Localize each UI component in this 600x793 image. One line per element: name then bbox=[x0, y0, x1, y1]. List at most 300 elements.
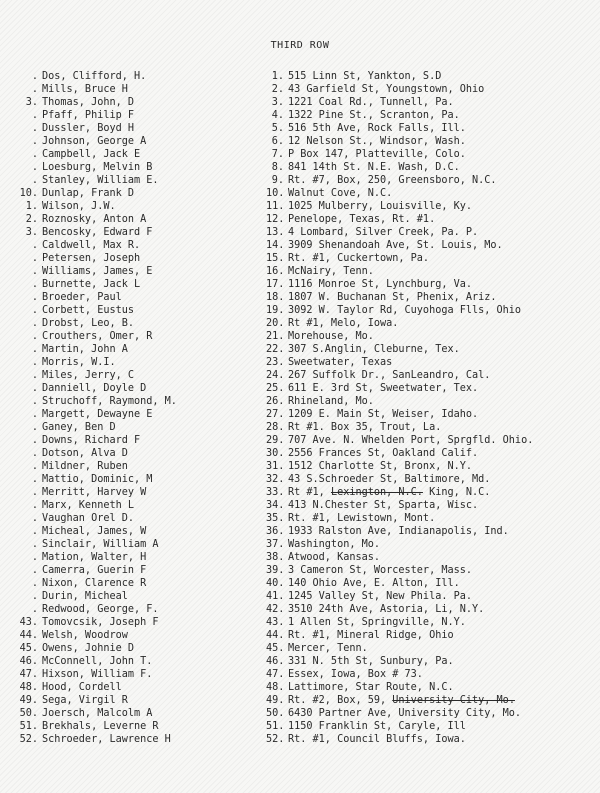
name-row bbox=[16, 525, 234, 538]
row-number: 44. bbox=[19, 630, 38, 641]
person-name: Mattio, Dominic, M bbox=[42, 474, 153, 485]
address-text: 1512 Charlotte St, Bronx, N.Y. bbox=[288, 461, 473, 472]
address-row bbox=[266, 707, 596, 720]
row-number: . bbox=[31, 175, 38, 186]
row-number: 49. bbox=[19, 695, 38, 706]
address-row bbox=[266, 564, 596, 577]
address-text: Atwood, Kansas. bbox=[288, 552, 381, 563]
row-number: 43. bbox=[266, 617, 285, 628]
address-row bbox=[266, 460, 596, 473]
row-number: . bbox=[31, 448, 38, 459]
address-text: 1933 Ralston Ave, Indianapolis, Ind. bbox=[288, 526, 509, 537]
person-name: Burnette, Jack L bbox=[42, 279, 141, 290]
row-number: 6. bbox=[271, 136, 284, 147]
person-name: Caldwell, Max R. bbox=[42, 240, 141, 251]
person-name: Dos, Clifford, H. bbox=[42, 71, 147, 82]
row-number: . bbox=[31, 604, 38, 615]
names-column bbox=[16, 70, 234, 746]
address-text: Mercer, Tenn. bbox=[288, 643, 368, 654]
address-text: 4 Lombard, Silver Creek, Pa. P. bbox=[288, 227, 479, 238]
name-row bbox=[16, 460, 234, 473]
row-number: . bbox=[31, 422, 38, 433]
address-row bbox=[266, 434, 596, 447]
address-row bbox=[266, 408, 596, 421]
row-number: . bbox=[31, 526, 38, 537]
row-number: . bbox=[31, 318, 38, 329]
address-text: Rhineland, Mo. bbox=[288, 396, 374, 407]
name-row bbox=[16, 304, 234, 317]
row-number: 1. bbox=[271, 71, 284, 82]
row-number: 31. bbox=[266, 461, 285, 472]
address-row bbox=[266, 486, 596, 499]
name-row bbox=[16, 343, 234, 356]
address-row bbox=[266, 174, 596, 187]
address-text: 515 Linn St, Yankton, S.D bbox=[288, 71, 442, 82]
name-row bbox=[16, 70, 234, 83]
name-row bbox=[16, 382, 234, 395]
row-number: . bbox=[31, 253, 38, 264]
address-row bbox=[266, 733, 596, 746]
address-row bbox=[266, 213, 596, 226]
address-row bbox=[266, 265, 596, 278]
name-row bbox=[16, 538, 234, 551]
address-row bbox=[266, 642, 596, 655]
row-number: 46. bbox=[266, 656, 285, 667]
person-name: Crouthers, Omer, R bbox=[42, 331, 153, 342]
row-number: 46. bbox=[19, 656, 38, 667]
row-number: . bbox=[31, 578, 38, 589]
person-name: Dussler, Boyd H bbox=[42, 123, 135, 134]
name-row bbox=[16, 187, 234, 200]
address-text: 707 Ave. N. Whelden Port, Sprgfld. Ohio. bbox=[288, 435, 534, 446]
address-text: 1 Allen St, Springville, N.Y. bbox=[288, 617, 466, 628]
row-number: 38. bbox=[266, 552, 285, 563]
name-row bbox=[16, 668, 234, 681]
row-number: 41. bbox=[266, 591, 285, 602]
address-text: Walnut Cove, N.C. bbox=[288, 188, 393, 199]
row-number: 23. bbox=[266, 357, 285, 368]
row-number: . bbox=[31, 435, 38, 446]
name-row bbox=[16, 499, 234, 512]
address-text: 1322 Pine St., Scranton, Pa. bbox=[288, 110, 460, 121]
person-name: Pfaff, Philip F bbox=[42, 110, 135, 121]
row-number: . bbox=[31, 357, 38, 368]
row-number: 45. bbox=[266, 643, 285, 654]
address-text: 140 Ohio Ave, E. Alton, Ill. bbox=[288, 578, 460, 589]
address-text: 307 S.Anglin, Cleburne, Tex. bbox=[288, 344, 460, 355]
address-text: Rt. #1, Council Bluffs, Iowa. bbox=[288, 734, 466, 745]
address-text: Rt #1, bbox=[288, 487, 331, 498]
address-text: Penelope, Texas, Rt. #1. bbox=[288, 214, 436, 225]
row-number: 1. bbox=[25, 201, 38, 212]
name-row bbox=[16, 161, 234, 174]
row-number: . bbox=[31, 500, 38, 511]
address-row bbox=[266, 603, 596, 616]
row-number: . bbox=[31, 136, 38, 147]
address-text: 841 14th St. N.E. Wash, D.C. bbox=[288, 162, 460, 173]
address-row bbox=[266, 694, 596, 707]
row-number: . bbox=[31, 279, 38, 290]
person-name: Hixson, William F. bbox=[42, 669, 153, 680]
address-text: 6430 Partner Ave, University City, Mo. bbox=[288, 708, 522, 719]
name-row bbox=[16, 96, 234, 109]
struck-out-text: University City, Mo. bbox=[392, 695, 515, 706]
row-number: 48. bbox=[19, 682, 38, 693]
address-text: 3510 24th Ave, Astoria, Li, N.Y. bbox=[288, 604, 485, 615]
person-name: Ganey, Ben D bbox=[42, 422, 116, 433]
person-name: Bencosky, Edward F bbox=[42, 227, 153, 238]
address-row bbox=[266, 473, 596, 486]
address-row bbox=[266, 122, 596, 135]
address-row bbox=[266, 681, 596, 694]
address-row bbox=[266, 109, 596, 122]
person-name: Hood, Cordell bbox=[42, 682, 122, 693]
person-name: Corbett, Eustus bbox=[42, 305, 135, 316]
address-row bbox=[266, 135, 596, 148]
name-row bbox=[16, 226, 234, 239]
name-row bbox=[16, 512, 234, 525]
row-number: 42. bbox=[266, 604, 285, 615]
address-text: 413 N.Chester St, Sparta, Wisc. bbox=[288, 500, 479, 511]
person-name: Marx, Kenneth L bbox=[42, 500, 135, 511]
row-number: 16. bbox=[266, 266, 285, 277]
row-number: 19. bbox=[266, 305, 285, 316]
row-number: 52. bbox=[19, 734, 38, 745]
row-number: . bbox=[31, 565, 38, 576]
person-name: Mation, Walter, H bbox=[42, 552, 147, 563]
person-name: Tomovcsik, Joseph F bbox=[42, 617, 159, 628]
person-name: Danniell, Doyle D bbox=[42, 383, 147, 394]
name-row bbox=[16, 330, 234, 343]
address-row bbox=[266, 226, 596, 239]
person-name: Martin, John A bbox=[42, 344, 128, 355]
row-number: . bbox=[31, 370, 38, 381]
name-row bbox=[16, 213, 234, 226]
row-number: . bbox=[31, 513, 38, 524]
row-number: 50. bbox=[19, 708, 38, 719]
person-name: Joersch, Malcolm A bbox=[42, 708, 153, 719]
row-number: 14. bbox=[266, 240, 285, 251]
address-row bbox=[266, 382, 596, 395]
row-number: . bbox=[31, 461, 38, 472]
address-row bbox=[266, 343, 596, 356]
row-number: 34. bbox=[266, 500, 285, 511]
person-name: Wilson, J.W. bbox=[42, 201, 116, 212]
row-number: . bbox=[31, 266, 38, 277]
name-row bbox=[16, 616, 234, 629]
name-row bbox=[16, 252, 234, 265]
row-number: . bbox=[31, 383, 38, 394]
row-number: 30. bbox=[266, 448, 285, 459]
person-name: Welsh, Woodrow bbox=[42, 630, 128, 641]
addresses-column bbox=[266, 70, 596, 746]
address-text: Rt #1, Melo, Iowa. bbox=[288, 318, 399, 329]
person-name: Thomas, John, D bbox=[42, 97, 135, 108]
person-name: Broeder, Paul bbox=[42, 292, 122, 303]
name-row bbox=[16, 564, 234, 577]
name-row bbox=[16, 486, 234, 499]
address-text: Rt. #2, Box, 59, bbox=[288, 695, 393, 706]
address-row bbox=[266, 551, 596, 564]
address-text: Lattimore, Star Route, N.C. bbox=[288, 682, 454, 693]
address-row bbox=[266, 83, 596, 96]
name-row bbox=[16, 551, 234, 564]
row-number: 39. bbox=[266, 565, 285, 576]
person-name: Dotson, Alva D bbox=[42, 448, 128, 459]
address-text: Rt. #7, Box, 250, Greensboro, N.C. bbox=[288, 175, 497, 186]
address-text: 43 Garfield St, Youngstown, Ohio bbox=[288, 84, 485, 95]
name-row bbox=[16, 265, 234, 278]
address-text: 1245 Valley St, New Phila. Pa. bbox=[288, 591, 473, 602]
person-name: Sega, Virgil R bbox=[42, 695, 128, 706]
person-name: Roznosky, Anton A bbox=[42, 214, 147, 225]
address-row bbox=[266, 252, 596, 265]
address-text: King, N.C. bbox=[422, 487, 491, 498]
address-text: Rt. #1, Mineral Ridge, Ohio bbox=[288, 630, 454, 641]
row-number: 20. bbox=[266, 318, 285, 329]
name-row bbox=[16, 590, 234, 603]
person-name: Petersen, Joseph bbox=[42, 253, 141, 264]
row-number: 27. bbox=[266, 409, 285, 420]
row-number: 5. bbox=[271, 123, 284, 134]
address-text: Rt. #1, Lewistown, Mont. bbox=[288, 513, 436, 524]
address-row bbox=[266, 356, 596, 369]
row-number: . bbox=[31, 84, 38, 95]
name-row bbox=[16, 278, 234, 291]
address-text: 1150 Franklin St, Caryle, Ill bbox=[288, 721, 466, 732]
address-row bbox=[266, 590, 596, 603]
name-row bbox=[16, 642, 234, 655]
address-row bbox=[266, 395, 596, 408]
row-number: 13. bbox=[266, 227, 285, 238]
person-name: Camerra, Guerin F bbox=[42, 565, 147, 576]
address-row bbox=[266, 525, 596, 538]
name-row bbox=[16, 135, 234, 148]
address-text: Sweetwater, Texas bbox=[288, 357, 393, 368]
row-number: 2. bbox=[25, 214, 38, 225]
person-name: Johnson, George A bbox=[42, 136, 147, 147]
address-text: 1209 E. Main St, Weiser, Idaho. bbox=[288, 409, 479, 420]
address-text: 1221 Coal Rd., Tunnell, Pa. bbox=[288, 97, 454, 108]
address-text: Morehouse, Mo. bbox=[288, 331, 374, 342]
person-name: Stanley, William E. bbox=[42, 175, 159, 186]
person-name: Downs, Richard F bbox=[42, 435, 141, 446]
row-number: 26. bbox=[266, 396, 285, 407]
row-number: 7. bbox=[271, 149, 284, 160]
address-row bbox=[266, 538, 596, 551]
row-number: . bbox=[31, 474, 38, 485]
name-row bbox=[16, 681, 234, 694]
row-number: 9. bbox=[271, 175, 284, 186]
address-row bbox=[266, 187, 596, 200]
address-text: 3092 W. Taylor Rd, Cuyohoga Flls, Ohio bbox=[288, 305, 522, 316]
name-row bbox=[16, 83, 234, 96]
name-row bbox=[16, 733, 234, 746]
row-number: 49. bbox=[266, 695, 285, 706]
address-text: Washington, Mo. bbox=[288, 539, 381, 550]
person-name: Struchoff, Raymond, M. bbox=[42, 396, 177, 407]
person-name: Vaughan Orel D. bbox=[42, 513, 135, 524]
name-row bbox=[16, 707, 234, 720]
row-number: 10. bbox=[19, 188, 38, 199]
row-number: 17. bbox=[266, 279, 285, 290]
row-number: . bbox=[31, 162, 38, 173]
address-row bbox=[266, 200, 596, 213]
row-number: . bbox=[31, 71, 38, 82]
person-name: Sinclair, William A bbox=[42, 539, 159, 550]
row-number: 40. bbox=[266, 578, 285, 589]
row-number: 36. bbox=[266, 526, 285, 537]
person-name: Campbell, Jack E bbox=[42, 149, 141, 160]
row-number: 52. bbox=[266, 734, 285, 745]
address-row bbox=[266, 148, 596, 161]
address-row bbox=[266, 239, 596, 252]
person-name: Schroeder, Lawrence H bbox=[42, 734, 171, 745]
address-text: 2556 Frances St, Oakland Calif. bbox=[288, 448, 479, 459]
row-number: . bbox=[31, 305, 38, 316]
row-number: 47. bbox=[266, 669, 285, 680]
address-row bbox=[266, 161, 596, 174]
row-number: . bbox=[31, 487, 38, 498]
address-text: 12 Nelson St., Windsor, Wash. bbox=[288, 136, 466, 147]
person-name: Owens, Johnie D bbox=[42, 643, 135, 654]
name-row bbox=[16, 356, 234, 369]
person-name: Redwood, George, F. bbox=[42, 604, 159, 615]
address-row bbox=[266, 278, 596, 291]
address-text: Essex, Iowa, Box # 73. bbox=[288, 669, 423, 680]
address-text: P Box 147, Platteville, Colo. bbox=[288, 149, 466, 160]
row-number: 32. bbox=[266, 474, 285, 485]
row-number: 3. bbox=[271, 97, 284, 108]
name-row bbox=[16, 369, 234, 382]
address-row bbox=[266, 629, 596, 642]
person-name: Brekhals, Leverne R bbox=[42, 721, 159, 732]
name-row bbox=[16, 408, 234, 421]
row-number: . bbox=[31, 149, 38, 160]
address-row bbox=[266, 655, 596, 668]
row-number: 29. bbox=[266, 435, 285, 446]
row-number: . bbox=[31, 344, 38, 355]
name-row bbox=[16, 603, 234, 616]
name-row bbox=[16, 421, 234, 434]
address-text: Rt. #1, Cuckertown, Pa. bbox=[288, 253, 430, 264]
row-number: 47. bbox=[19, 669, 38, 680]
name-row bbox=[16, 109, 234, 122]
person-name: Williams, James, E bbox=[42, 266, 153, 277]
person-name: Mildner, Ruben bbox=[42, 461, 128, 472]
address-text: 43 S.Schroeder St, Baltimore, Md. bbox=[288, 474, 491, 485]
address-text: 267 Suffolk Dr., SanLeandro, Cal. bbox=[288, 370, 491, 381]
row-number: 4. bbox=[271, 110, 284, 121]
address-row bbox=[266, 291, 596, 304]
row-number: 3. bbox=[25, 227, 38, 238]
address-row bbox=[266, 317, 596, 330]
address-row bbox=[266, 304, 596, 317]
row-number: . bbox=[31, 396, 38, 407]
address-row bbox=[266, 421, 596, 434]
row-number: 45. bbox=[19, 643, 38, 654]
name-row bbox=[16, 655, 234, 668]
row-number: 12. bbox=[266, 214, 285, 225]
address-text: 3909 Shenandoah Ave, St. Louis, Mo. bbox=[288, 240, 503, 251]
row-number: 33. bbox=[266, 487, 285, 498]
row-number: 25. bbox=[266, 383, 285, 394]
name-row bbox=[16, 447, 234, 460]
person-name: Margett, Dewayne E bbox=[42, 409, 153, 420]
name-row bbox=[16, 122, 234, 135]
row-number: 8. bbox=[271, 162, 284, 173]
name-row bbox=[16, 720, 234, 733]
row-number: 50. bbox=[266, 708, 285, 719]
row-number: 11. bbox=[266, 201, 285, 212]
person-name: Nixon, Clarence R bbox=[42, 578, 147, 589]
row-number: 2. bbox=[271, 84, 284, 95]
name-row bbox=[16, 694, 234, 707]
name-row bbox=[16, 473, 234, 486]
row-number: . bbox=[31, 123, 38, 134]
person-name: Loesburg, Melvin B bbox=[42, 162, 153, 173]
address-text: 1116 Monroe St, Lynchburg, Va. bbox=[288, 279, 473, 290]
row-number: 48. bbox=[266, 682, 285, 693]
person-name: Miles, Jerry, C bbox=[42, 370, 135, 381]
person-name: Merritt, Harvey W bbox=[42, 487, 147, 498]
row-number: 22. bbox=[266, 344, 285, 355]
address-row bbox=[266, 70, 596, 83]
struck-out-text: Lexington, N.C. bbox=[330, 487, 423, 498]
row-number: . bbox=[31, 292, 38, 303]
address-row bbox=[266, 512, 596, 525]
row-number: . bbox=[31, 539, 38, 550]
name-row bbox=[16, 200, 234, 213]
address-row bbox=[266, 499, 596, 512]
name-row bbox=[16, 395, 234, 408]
row-number: . bbox=[31, 409, 38, 420]
name-row bbox=[16, 577, 234, 590]
address-row bbox=[266, 369, 596, 382]
address-text: 3 Cameron St, Worcester, Mass. bbox=[288, 565, 473, 576]
row-number: 21. bbox=[266, 331, 285, 342]
row-number: . bbox=[31, 331, 38, 342]
row-number: 37. bbox=[266, 539, 285, 550]
row-number: 15. bbox=[266, 253, 285, 264]
name-row bbox=[16, 174, 234, 187]
name-row bbox=[16, 148, 234, 161]
row-number: 24. bbox=[266, 370, 285, 381]
person-name: Durin, Micheal bbox=[42, 591, 128, 602]
row-number: 51. bbox=[266, 721, 285, 732]
name-row bbox=[16, 239, 234, 252]
name-row bbox=[16, 317, 234, 330]
row-number: 44. bbox=[266, 630, 285, 641]
address-text: 1807 W. Buchanan St, Phenix, Ariz. bbox=[288, 292, 497, 303]
address-row bbox=[266, 577, 596, 590]
address-row bbox=[266, 720, 596, 733]
address-row bbox=[266, 330, 596, 343]
address-text: Rt #1. Box 35, Trout, La. bbox=[288, 422, 442, 433]
person-name: Drobst, Leo, B. bbox=[42, 318, 135, 329]
row-number: 3. bbox=[25, 97, 38, 108]
address-row bbox=[266, 616, 596, 629]
row-number: . bbox=[31, 240, 38, 251]
row-number: . bbox=[31, 552, 38, 563]
address-row bbox=[266, 96, 596, 109]
row-number: 35. bbox=[266, 513, 285, 524]
address-text: 611 E. 3rd St, Sweetwater, Tex. bbox=[288, 383, 479, 394]
page-title: THIRD ROW bbox=[270, 40, 330, 51]
address-row bbox=[266, 668, 596, 681]
person-name: Dunlap, Frank D bbox=[42, 188, 135, 199]
row-number: 10. bbox=[266, 188, 285, 199]
